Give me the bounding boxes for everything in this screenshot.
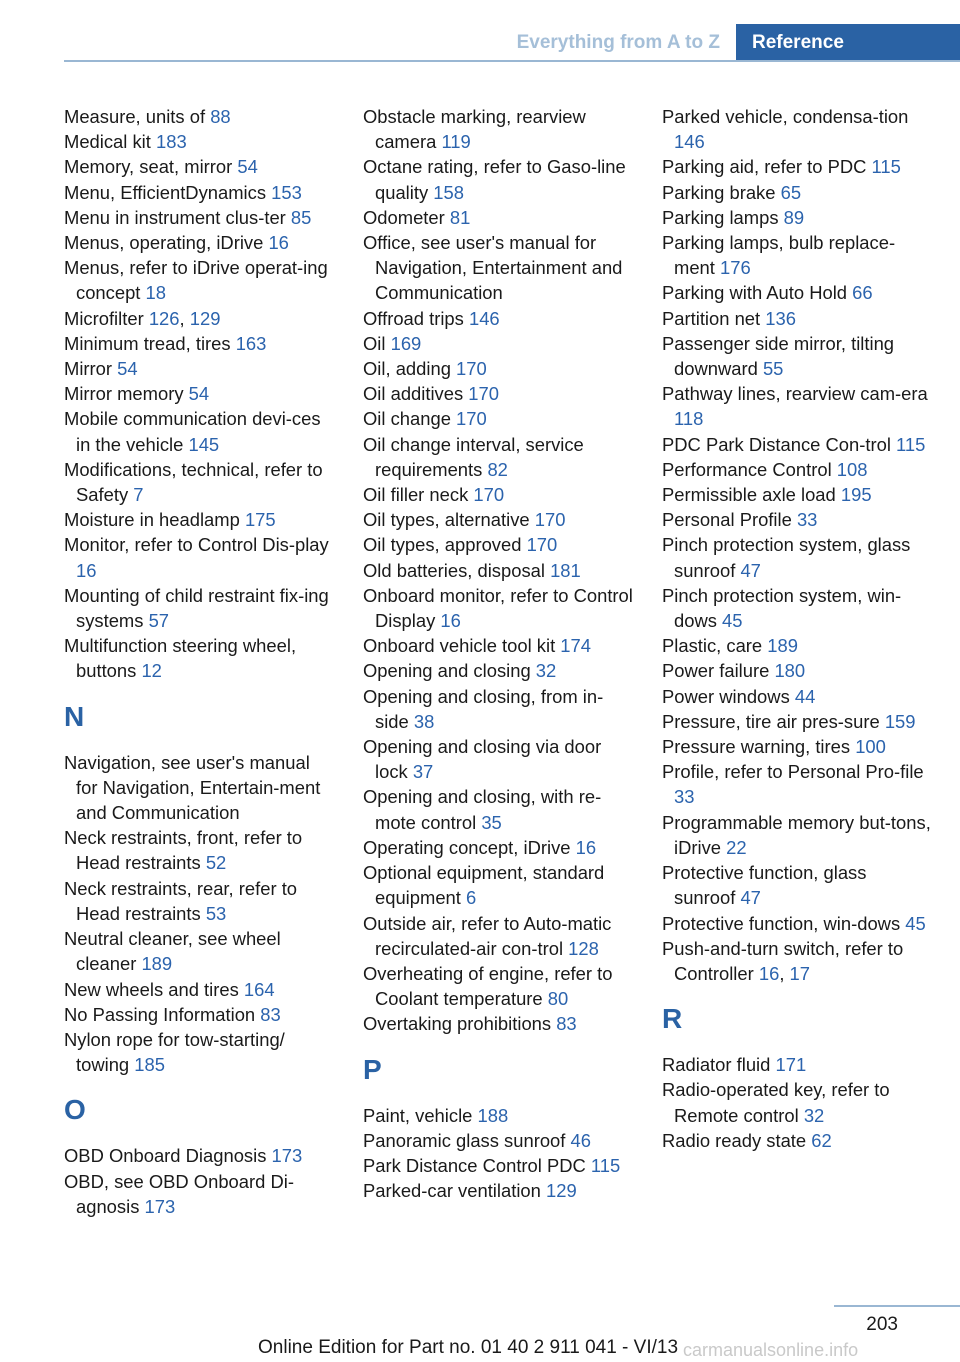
page-reference-link[interactable]: 33	[796, 509, 818, 531]
page-reference-link[interactable]: 108	[836, 458, 868, 480]
index-entry	[363, 532, 635, 557]
index-entry	[662, 1128, 932, 1153]
page-reference-link[interactable]: 33	[674, 786, 695, 808]
index-entry-text: Onboard monitor, refer to Control Display	[363, 584, 633, 632]
index-entry	[363, 961, 635, 1011]
page-reference-link[interactable]: 146	[674, 131, 705, 153]
index-entry	[64, 977, 336, 1002]
index-entry	[64, 1143, 336, 1168]
page-reference-link[interactable]: 54	[237, 156, 258, 178]
index-entry	[64, 306, 336, 331]
index-entry-text: Paint, vehicle	[363, 1104, 478, 1126]
index-entry-text: Neck restraints, rear, refer to Head restraints	[64, 877, 298, 924]
page-reference-link[interactable]: 38	[413, 710, 435, 732]
index-entry-text: Minimum tread, tires	[64, 332, 236, 354]
index-entry	[64, 750, 336, 826]
index-entry-text: Modifications, technical, refer to Safety	[64, 458, 323, 506]
index-entry-text: Oil types, alternative	[363, 509, 535, 531]
index-entry	[662, 381, 932, 431]
index-entry-text: Overtaking prohibitions	[363, 1013, 557, 1035]
index-entry	[363, 784, 635, 834]
index-entry-text: Parking lamps	[662, 206, 784, 228]
index-entry	[64, 507, 336, 532]
index-entry	[662, 532, 932, 582]
index-entry-text: Offroad trips	[363, 307, 469, 329]
index-entry	[662, 306, 932, 331]
index-entry-text: No Passing Information	[64, 1003, 261, 1025]
index-entry	[662, 432, 932, 457]
page-reference-link[interactable]: 81	[449, 206, 471, 228]
index-entry	[662, 759, 932, 809]
footer-edition: Online Edition for Part no. 01 40 2 911 041 - VI/13	[258, 1337, 679, 1358]
index-entry-text: Mobile communication devi-ces in the vehicle	[64, 408, 321, 455]
index-entry	[64, 154, 336, 179]
index-entry-text: Profile, refer to Personal Pro-file	[662, 761, 924, 783]
index-entry	[64, 926, 336, 976]
index-entry-text: Radio-operated key, refer to Remote control	[662, 1079, 890, 1126]
index-entry-text: Parked-car ventilation	[363, 1180, 546, 1202]
page-reference-link[interactable]: 189	[767, 635, 798, 657]
page-reference-link[interactable]: 52	[205, 852, 227, 874]
index-entry	[64, 180, 336, 205]
index-entry-text: Pinch protection system, win-dows	[662, 584, 902, 632]
index-entry	[64, 104, 336, 129]
index-entry-text: Menus, operating, iDrive	[64, 232, 269, 254]
index-entry-text: Oil types, approved	[363, 534, 527, 556]
index-entry	[363, 583, 635, 633]
page-reference-link[interactable]: 158	[433, 181, 464, 203]
index-entry-text: Opening and closing, with re-mote control	[363, 786, 602, 833]
index-entry	[363, 482, 635, 507]
index-entry-text: Obstacle marking, rearview camera	[363, 106, 586, 153]
index-entry-text: Oil, adding	[363, 358, 457, 380]
page-reference-link[interactable]: 80	[547, 988, 569, 1010]
index-entry-text: Mirror memory	[64, 383, 189, 405]
page-reference-link[interactable]: 16	[758, 962, 780, 984]
index-entry-text: Measure, units of	[64, 106, 211, 127]
index-entry-text: Nylon rope for tow-starting/ towing	[64, 1028, 285, 1076]
index-entry	[363, 558, 635, 583]
index-entry-text: Neck restraints, front, refer to Head restraints	[64, 827, 303, 874]
index-entry	[363, 1011, 635, 1036]
page-reference-link[interactable]: 180	[774, 660, 806, 682]
index-entry-text: Pressure warning, tires	[662, 736, 856, 758]
index-entry-text: Plastic, care	[662, 635, 768, 657]
page-reference-link[interactable]: 45	[722, 610, 743, 632]
index-entry	[363, 432, 635, 482]
page-reference-link[interactable]: 173	[271, 1145, 303, 1167]
index-entry-text: Pathway lines, rearview cam-era	[662, 383, 928, 405]
page-reference-link[interactable]: 7	[133, 484, 144, 506]
index-entry	[662, 911, 932, 936]
index-entry	[662, 709, 932, 734]
page-reference-link[interactable]: 163	[235, 332, 267, 354]
index-entry	[363, 835, 635, 860]
index-letter-heading: O	[64, 1094, 86, 1126]
index-entry	[662, 860, 932, 910]
index-entry	[662, 154, 932, 179]
page-reference-link[interactable]: 53	[205, 902, 227, 924]
index-entry-text: Park Distance Control PDC	[363, 1154, 591, 1176]
index-entry-text: Optional equipment, standard equipment	[363, 862, 605, 909]
page-reference-link[interactable]: 32	[535, 660, 557, 682]
index-entry-text: Parking aid, refer to PDC	[662, 156, 872, 178]
index-entry-text: Menu in instrument clus-ter	[64, 206, 291, 228]
page-reference-link[interactable]: 89	[783, 206, 805, 228]
index-entry	[64, 381, 336, 406]
index-entry	[64, 255, 336, 305]
page-reference-link[interactable]: 65	[780, 181, 802, 203]
index-entry	[64, 532, 336, 582]
index-entry	[662, 734, 932, 759]
index-entry	[363, 658, 635, 683]
page-reference-link[interactable]: 173	[144, 1195, 176, 1217]
index-entry-text: Personal Profile	[662, 509, 797, 531]
page-reference-link[interactable]: 32	[803, 1104, 825, 1126]
index-entry-text: Monitor, refer to Control Dis-play	[64, 534, 329, 556]
index-entry	[363, 230, 635, 306]
index-entry-text: Medical kit	[64, 131, 156, 153]
index-entry-text: ,	[779, 962, 790, 984]
page-reference-link[interactable]: 6	[466, 887, 477, 909]
index-entry	[363, 1153, 635, 1178]
index-entry-text: Opening and closing	[363, 660, 536, 682]
page-reference-link[interactable]: 170	[534, 509, 566, 531]
page-reference-link[interactable]: 44	[794, 685, 816, 707]
index-entry-text: Memory, seat, mirror	[64, 156, 238, 178]
index-entry-text: Operating concept, iDrive	[363, 836, 576, 858]
page-reference-link[interactable]: 118	[674, 408, 704, 430]
page-reference-link[interactable]: 35	[481, 811, 502, 833]
index-entry-text: Parking with Auto Hold	[662, 282, 853, 304]
page-reference-link[interactable]: 17	[789, 962, 811, 984]
page-reference-link[interactable]: 16	[440, 610, 461, 632]
index-entry	[64, 230, 336, 255]
page-reference-link[interactable]: 175	[244, 509, 276, 531]
index-entry	[363, 1178, 635, 1203]
page-reference-link[interactable]: 83	[556, 1013, 577, 1035]
index-entry-text: Menu, EfficientDynamics	[64, 181, 272, 203]
index-entry	[363, 154, 635, 204]
index-entry	[363, 684, 635, 734]
index-entry	[64, 876, 336, 926]
page-reference-link[interactable]: 37	[412, 761, 434, 783]
page-reference-link[interactable]: 47	[740, 887, 761, 909]
index-entry	[64, 331, 336, 356]
section-tab	[736, 24, 960, 61]
index-entry-text: Panoramic glass sunroof	[363, 1129, 571, 1151]
index-entry-text: Performance Control	[662, 458, 837, 480]
index-entry	[64, 457, 336, 507]
header-rule	[64, 60, 960, 62]
page-reference-link[interactable]: 16	[76, 559, 97, 581]
index-entry-text: Office, see user's manual for Navigation, Entertainment and Communication	[363, 232, 623, 304]
index-entry-text: Menus, refer to iDrive operat-ing concept	[64, 257, 328, 304]
index-entry-text: Navigation, see user's manual for Navigation, Entertain-ment and Communication	[64, 751, 321, 824]
index-entry	[662, 482, 932, 507]
index-entry	[64, 356, 336, 381]
index-entry	[64, 205, 336, 230]
index-letter-heading: R	[662, 1003, 683, 1035]
index-entry-text: Microfilter	[64, 307, 149, 329]
index-entry	[363, 104, 635, 154]
index-entry-text: Outside air, refer to Auto-matic recirculated-air con-trol	[363, 912, 612, 959]
index-entry-text: New wheels and tires	[64, 978, 244, 1000]
index-entry-text: Oil	[363, 332, 391, 354]
page-reference-link[interactable]: 169	[390, 332, 422, 354]
index-entry-text: Moisture in headlamp	[64, 509, 245, 531]
section-title: Everything from A to Z	[516, 32, 720, 53]
page-reference-link[interactable]: 174	[560, 635, 591, 657]
index-entry-text: OBD, see OBD Onboard Di-agnosis	[64, 1170, 294, 1217]
index-entry	[363, 356, 635, 381]
index-entry	[363, 633, 635, 658]
index-entry-text: Oil change	[363, 408, 457, 430]
page-reference-link[interactable]: 128	[568, 937, 599, 959]
page-reference-link[interactable]: 181	[550, 559, 581, 581]
index-entry-text: Octane rating, refer to Gaso-line quality	[363, 156, 626, 203]
index-entry	[64, 406, 336, 456]
index-entry	[662, 457, 932, 482]
page-reference-link[interactable]: 88	[210, 106, 231, 127]
index-entry-text: Old batteries, disposal	[363, 559, 551, 581]
index-entry-text: Parked vehicle, condensa-tion	[662, 106, 909, 127]
index-entry	[64, 825, 336, 875]
page-reference-link[interactable]: 83	[260, 1003, 281, 1025]
index-entry-text: Parking lamps, bulb replace-ment	[662, 232, 896, 279]
page-reference-link[interactable]: 195	[840, 484, 872, 506]
index-entry	[363, 1103, 635, 1128]
index-entry	[662, 1052, 932, 1077]
index-column-2	[363, 104, 635, 1203]
index-entry	[363, 734, 635, 784]
index-entry-text: OBD Onboard Diagnosis	[64, 1145, 272, 1167]
index-entry	[662, 280, 932, 305]
index-entry-text: Oil change interval, service requirements	[363, 433, 584, 480]
index-entry	[662, 1077, 932, 1127]
page-reference-link[interactable]: 129	[545, 1180, 577, 1202]
page-reference-link[interactable]: 170	[526, 534, 558, 556]
index-entry	[363, 306, 635, 331]
page-reference-link[interactable]: 176	[720, 257, 751, 279]
index-entry	[662, 810, 932, 860]
page-reference-link[interactable]: 153	[271, 181, 302, 203]
index-entry-text: Oil filler neck	[363, 484, 474, 506]
page-reference-link[interactable]: 12	[141, 660, 162, 682]
index-entry	[662, 658, 932, 683]
index-entry	[363, 406, 635, 431]
index-entry	[363, 507, 635, 532]
page-reference-link[interactable]: 54	[117, 358, 138, 380]
index-entry-text: Multifunction steering wheel, buttons	[64, 635, 297, 682]
page-reference-link[interactable]: 115	[871, 156, 901, 178]
page-reference-link[interactable]: 100	[855, 736, 886, 758]
page-reference-link[interactable]: 115	[896, 433, 926, 455]
page-reference-link[interactable]: 145	[188, 433, 220, 455]
index-entry-text: ,	[179, 307, 190, 329]
index-entry-text: Onboard vehicle tool kit	[363, 635, 561, 657]
page-reference-link[interactable]: 119	[441, 131, 471, 153]
page-reference-link[interactable]: 146	[468, 307, 500, 329]
page-reference-link[interactable]: 171	[775, 1054, 807, 1076]
index-entry	[662, 936, 932, 986]
page-reference-link[interactable]: 136	[765, 307, 796, 329]
page-reference-link[interactable]: 66	[852, 282, 873, 304]
page-reference-link[interactable]: 170	[473, 484, 505, 506]
index-entry-text: Odometer	[363, 206, 450, 228]
page-reference-link[interactable]: 16	[575, 836, 597, 858]
index-entry-text: Push-and-turn switch, refer to Controller	[662, 937, 904, 984]
index-entry	[363, 381, 635, 406]
page-reference-link[interactable]: 82	[487, 458, 508, 480]
index-entry-text: Protective function, glass sunroof	[662, 862, 867, 909]
index-entry	[662, 633, 932, 658]
page-reference-link[interactable]: 54	[188, 383, 210, 405]
page-reference-link[interactable]: 46	[570, 1129, 591, 1151]
page-reference-link[interactable]: 189	[141, 953, 173, 975]
index-entry	[64, 129, 336, 154]
page-reference-link[interactable]: 188	[477, 1104, 509, 1126]
index-entry	[363, 331, 635, 356]
section-tab-label: Reference	[752, 32, 844, 53]
page-reference-link[interactable]: 185	[134, 1054, 165, 1076]
index-entry	[64, 1027, 336, 1077]
index-entry-text: Mirror	[64, 358, 118, 380]
page-reference-link[interactable]: 85	[290, 206, 312, 228]
index-entry-text: Partition net	[662, 307, 766, 329]
index-column-1	[64, 104, 336, 1219]
index-entry	[363, 860, 635, 910]
index-entry	[662, 507, 932, 532]
page-reference-link[interactable]: 170	[456, 408, 487, 430]
index-entry	[64, 633, 336, 683]
index-entry	[662, 230, 932, 280]
index-entry	[64, 583, 336, 633]
index-entry-text: Programmable memory but-tons, iDrive	[662, 811, 931, 858]
page-reference-link[interactable]: 55	[762, 358, 784, 380]
index-entry	[363, 1128, 635, 1153]
index-entry	[363, 205, 635, 230]
index-entry-text: Neutral cleaner, see wheel cleaner	[64, 928, 281, 975]
index-entry-text: Passenger side mirror, tilting downward	[662, 332, 895, 380]
index-entry-text: Protective function, win-dows	[662, 912, 906, 934]
page-reference-link[interactable]: 170	[456, 358, 487, 380]
page-reference-link[interactable]: 16	[268, 232, 289, 254]
index-entry	[363, 911, 635, 961]
page-reference-link[interactable]: 22	[726, 836, 747, 858]
index-entry-text: Permissible axle load	[662, 484, 841, 506]
index-entry-text: Mounting of child restraint fix-ing systems	[64, 584, 329, 632]
index-entry-text: Power failure	[662, 660, 775, 682]
index-entry-text: Radio ready state	[662, 1129, 812, 1151]
index-entry	[64, 1169, 336, 1219]
page-number: 203	[866, 1314, 898, 1335]
page-reference-link[interactable]: 45	[905, 912, 926, 934]
page-reference-link[interactable]: 47	[740, 559, 761, 581]
page-reference-link[interactable]: 170	[468, 383, 499, 405]
index-entry-text: Radiator fluid	[662, 1054, 776, 1076]
index-entry-text: Oil additives	[363, 383, 469, 405]
index-letter-heading: P	[363, 1053, 382, 1085]
index-column-3	[662, 104, 932, 1153]
page-reference-link[interactable]: 159	[884, 710, 916, 732]
index-letter-heading: N	[64, 700, 85, 732]
page-reference-link[interactable]: 62	[811, 1129, 832, 1151]
page-reference-link[interactable]: 164	[243, 978, 275, 1000]
index-entry	[64, 1002, 336, 1027]
index-entry-text: Power windows	[662, 685, 795, 707]
index-entry-text: Opening and closing via door lock	[363, 736, 602, 783]
page-reference-link[interactable]: 18	[145, 282, 166, 304]
index-entry	[662, 331, 932, 381]
index-entry	[662, 684, 932, 709]
index-entry	[662, 205, 932, 230]
page-number-rule	[834, 1305, 960, 1307]
page-reference-link[interactable]: 115	[590, 1154, 621, 1176]
index-entry-text: PDC Park Distance Con-trol	[662, 433, 897, 455]
index-entry-text: Pinch protection system, glass sunroof	[662, 534, 911, 581]
index-entry-text: Pressure, tire air pres-sure	[662, 710, 885, 732]
index-entry	[662, 104, 932, 154]
index-entry-text: Overheating of engine, refer to Coolant temperature	[363, 962, 613, 1010]
index-entry-text: Parking brake	[662, 181, 781, 203]
page-reference-link[interactable]: 183	[155, 131, 187, 153]
index-entry	[662, 180, 932, 205]
index-entry-text: Opening and closing, from in-side	[363, 685, 604, 732]
index-entry	[662, 583, 932, 633]
page-reference-link[interactable]: 57	[148, 610, 170, 632]
watermark: carmanualsonline.info	[683, 1340, 859, 1360]
page-reference-link[interactable]: 129	[189, 307, 221, 329]
page-reference-link[interactable]: 126	[148, 307, 180, 329]
